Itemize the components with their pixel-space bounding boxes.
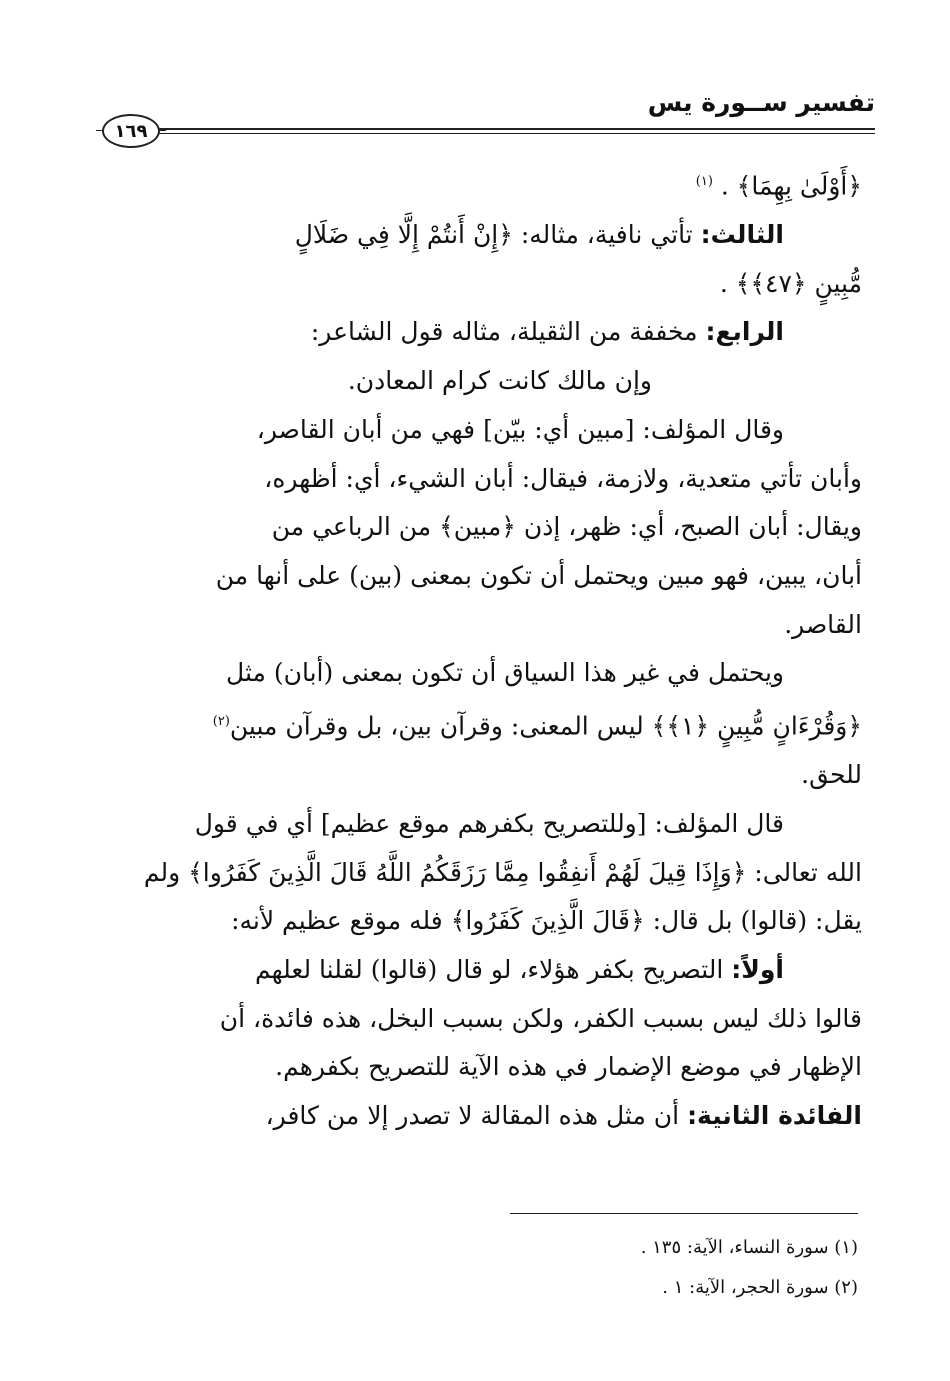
lead-word: الرابع:	[705, 317, 784, 347]
text-line	[107, 946, 862, 995]
footnote-ref: (١)	[695, 174, 713, 189]
text-line	[107, 897, 862, 946]
footnote-item: (٢) سورة الحجر، الآية: ١ .	[662, 1277, 858, 1298]
text-line	[107, 158, 862, 211]
line-text: تأتي نافية، مثاله: ﴿إِنْ أَنتُمْ إِلَّا فِي ضَلَالٍ	[294, 220, 701, 250]
body-text	[107, 158, 862, 1141]
line-text: ويقال: أبان الصبح، أي: ظهر، إذن ﴿مبين﴾ من الرباعي من	[271, 512, 862, 542]
line-text: يقل: (قالوا) بل قال: ﴿قَالَ الَّذِينَ كَفَرُوا﴾ فله موقع عظيم لأنه:	[231, 906, 862, 936]
page-number: ١٦٩	[114, 120, 148, 142]
line-text: وقال المؤلف: [مبين أي: بيّن] فهي من أبان القاصر،	[256, 414, 784, 444]
line-text: قال المؤلف: [وللتصريح بكفرهم موقع عظيم] أي في قول	[194, 808, 784, 838]
line-text: التصريح بكفر هؤلاء، لو قال (قالوا) لقلنا لعلهم	[254, 954, 732, 984]
header-rule	[158, 128, 875, 130]
text-line	[107, 503, 862, 552]
footnotes	[438, 1228, 858, 1308]
text-line	[107, 1043, 862, 1092]
lead-word: أولاً:	[731, 954, 784, 984]
line-text: للحق.	[801, 760, 862, 790]
line-text: أبان، يبين، فهو مبين ويحتمل أن تكون بمعنى (بين) على أنها من	[215, 560, 862, 590]
text-line	[107, 260, 862, 309]
text-line	[107, 552, 862, 601]
text-line	[107, 849, 862, 898]
line-text: أن مثل هذه المقالة لا تصدر إلا من كافر،	[265, 1101, 688, 1131]
line-text: الله تعالى: ﴿وَإِذَا قِيلَ لَهُمْ أَنفِقُوا مِمَّا رَزَقَكُمُ اللَّهُ قَالَ الَّذِينَ كَفَرُوا﴾ ولم	[143, 857, 862, 887]
running-title: تفسير ســورة يس	[647, 88, 875, 117]
line-text: مُّبِينٍ ﴿٤٧﴾﴾ .	[719, 268, 862, 298]
footnote-rule	[510, 1213, 858, 1214]
page-header	[100, 88, 875, 152]
header-rule-thin	[158, 133, 875, 134]
text-line	[107, 995, 862, 1044]
text-line	[107, 601, 862, 650]
text-line	[107, 406, 862, 455]
text-line	[107, 649, 862, 698]
line-text: ﴿وَقُرْءَانٍ مُّبِينٍ ﴿١﴾﴾ ليس المعنى: وقرآن بين، بل وقرآن مبين	[229, 711, 862, 741]
line-text: وإن مالك كانت كرام المعادن.	[347, 366, 652, 396]
lead-word: الثالث:	[700, 220, 784, 250]
lead-word: الفائدة الثانية:	[687, 1101, 862, 1131]
footnote-item: (١) سورة النساء، الآية: ١٣٥ .	[640, 1237, 858, 1258]
line-text: ﴿أَوْلَىٰ بِهِمَا﴾ .	[712, 171, 862, 201]
line-text: مخففة من الثقيلة، مثاله قول الشاعر:	[310, 317, 706, 347]
text-line	[107, 800, 862, 849]
text-line	[107, 455, 862, 504]
footnote-ref: (٢)	[212, 714, 230, 730]
text-line	[107, 751, 862, 800]
verse-line	[107, 357, 862, 406]
line-text: القاصر.	[784, 609, 862, 639]
text-line	[107, 211, 862, 260]
line-text: قالوا ذلك ليس بسبب الكفر، ولكن بسبب البخل، هذه فائدة، أن	[219, 1003, 862, 1033]
line-text: ويحتمل في غير هذا السياق أن تكون بمعنى (أبان) مثل	[226, 658, 784, 688]
text-line	[107, 1092, 862, 1141]
text-line	[107, 308, 862, 357]
line-text: وأبان تأتي متعدية، ولازمة، فيقال: أبان الشيء، أي: أظهره،	[264, 463, 862, 493]
line-text: الإظهار في موضع الإضمار في هذه الآية للتصريح بكفرهم.	[275, 1052, 862, 1082]
text-line	[107, 698, 862, 751]
page-number-badge	[102, 114, 160, 148]
